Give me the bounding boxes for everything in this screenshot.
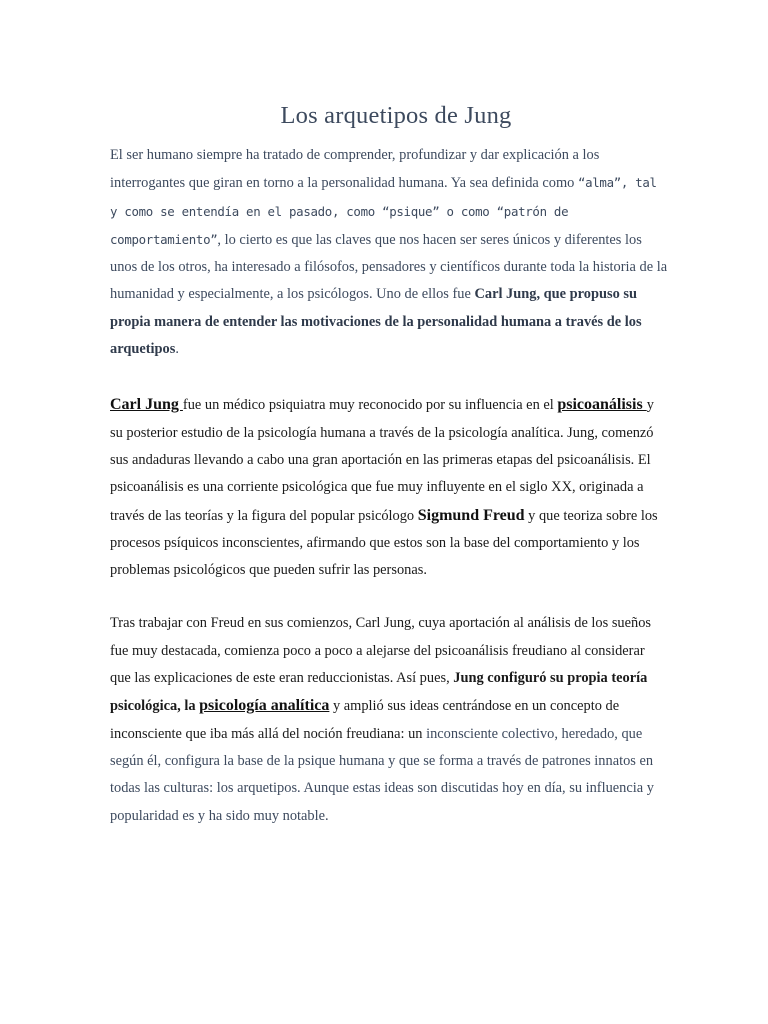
link-carl-jung[interactable]: Carl Jung xyxy=(110,396,183,414)
paragraph-analytic-psychology xyxy=(110,610,668,829)
link-psicoanalisis[interactable]: psicoanálisis xyxy=(557,396,647,414)
link-psicologia-analitica[interactable]: psicología analítica xyxy=(199,697,330,715)
intro-text-3: . xyxy=(175,341,179,358)
paragraph-intro xyxy=(110,142,668,363)
bio-text-2: y su posterior estudio de la psicología humana a través de la psicología analítica. Jung, comenzó sus andaduras llevando a cabo una gran aportación en las primeras etapas del psicoanálisis. El psicoanálisis es una corriente psicológica que fue muy influyente en el siglo XX, originada a través de las teorías y la figura del popular psicólogo xyxy=(110,397,654,524)
analytic-text-1: Tras trabajar con Freud en sus comienzos, Carl Jung, cuya aportación al análisis de los sueños fue muy destacada, comienza poco a poco a alejarse del psicoanálisis freudiano al considerar que las explicaciones de este eran reduccionistas. Así pues, xyxy=(110,615,651,687)
analytic-bold-theory: Jung configuró su propia teoría psicológica, la xyxy=(110,670,648,715)
bio-text-1: fue un médico psiquiatra muy reconocido por su influencia en el xyxy=(182,397,558,414)
analytic-text-3: inconsciente colectivo, heredado, que según él, configura la base de la psique humana y que se forma a través de patrones innatos en todas las culturas: los arquetipos. Aunque estas ideas son discutidas hoy en día, su influencia y popularidad es y ha sido muy notable. xyxy=(110,725,654,824)
intro-quoted-terms: “alma”, tal y como se entendía en el pasado, como “psique” o como “patrón de comportamiento” xyxy=(110,175,657,247)
intro-text-1: El ser humano siempre ha tratado de comprender, profundizar y dar explicación a los interrogantes que giran en torno a la personalidad humana. Ya sea definida como xyxy=(110,147,600,192)
intro-text-2: , lo cierto es que las claves que nos hacen ser seres únicos y diferentes los unos de los otros, ha interesado a filósofos, pensadores y científicos durante toda la historia de la humanidad y especialmente, a los psicólogos. Uno de ellos fue xyxy=(110,231,668,303)
paragraph-jung-bio xyxy=(110,391,668,584)
bio-text-3: y que teoriza sobre los procesos psíquicos inconscientes, afirmando que estos son la base del comportamiento y los problemas psicológicos que pueden sufrir las personas. xyxy=(110,507,658,579)
bold-sigmund-freud: Sigmund Freud xyxy=(417,506,525,524)
analytic-text-2: y amplió sus ideas centrándose en un concepto de inconsciente que iba más allá del noción freudiana: un xyxy=(110,698,620,742)
document-title: Los arquetipos de Jung xyxy=(280,102,512,129)
intro-bold-jung: Carl Jung, que propuso su propia manera de entender las motivaciones de la personalidad humana a través de los arquetipos xyxy=(110,286,642,358)
